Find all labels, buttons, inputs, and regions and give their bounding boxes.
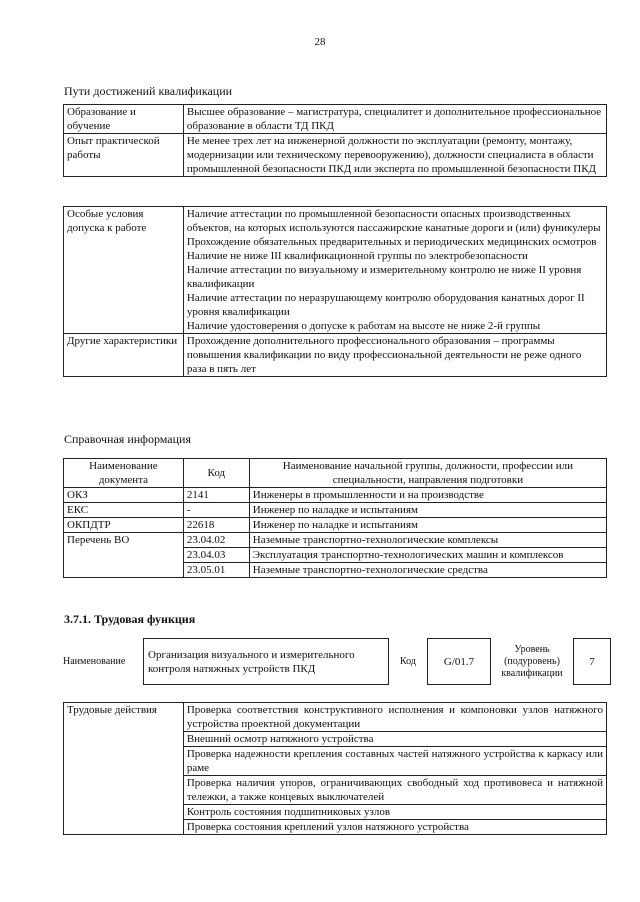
row-label: Образование и обучение [64,105,184,134]
action-item: Внешний осмотр натяжного устройства [183,732,606,747]
labor-function-header [63,638,611,685]
code-box: G/01.7 [428,639,491,685]
row-value [183,207,606,334]
section-heading-reference: Справочная информация [64,432,191,446]
table-cell: Эксплуатация транспортно-технологических машин и комплексов [249,548,606,563]
action-item: Проверка состояния креплений узлов натяжного устройства [183,820,606,835]
condition-item: Наличие не ниже III квалификационной группы по электробезопасности [186,250,528,262]
column-header: Наименование начальной группы, должности, профессии или специальности, направления подготовки [249,459,606,488]
level-box: 7 [574,639,611,685]
table-cell: Наземные транспортно-технологические средства [249,563,606,578]
table-row [64,503,607,518]
row-value: Прохождение дополнительного профессионального образования – программы повышения квалификации по виду профессиональной деятельности не реже одного раза в пять лет [183,334,606,377]
condition-item: Наличие аттестации по неразрушающему контролю оборудования канатных дорог II уровня квалификации [186,292,585,318]
table-cell: Инженер по наладке и испытаниям [249,518,606,533]
condition-item: Наличие аттестации по визуальному и измерительному контролю не ниже II уровня квалификации [186,264,582,290]
qualification-paths-table [63,104,607,177]
table-row [64,488,607,503]
table-cell: 23.04.02 [183,533,249,548]
row-value: Не менее трех лет на инженерной должности по эксплуатации (ремонту, монтажу, модернизации или техническому перевооружению), должности специалиста в области промышленной безопасности ПКД или эксперта по промышленной безопасности ПКД [183,134,606,177]
page-number: 28 [314,36,326,48]
labor-actions-table [63,702,607,835]
table-cell: 22618 [183,518,249,533]
condition-item: Наличие удостоверения о допуске к работам на высоте не ниже 2-й группы [186,320,541,332]
table-row [64,207,607,334]
column-header: Наименование документа [64,459,184,488]
row-label: Другие характеристики [64,334,184,377]
action-item: Проверка соответствия конструктивного исполнения и компоновки узлов натяжного устройства проектной документации [183,703,606,732]
action-item: Проверка наличия упоров, ограничивающих свободный ход противовеса и натяжной тележки, а также концевых выключателей [183,776,606,805]
table-row [64,105,607,134]
column-header: Код [183,459,249,488]
table-row [64,518,607,533]
condition-item: Прохождение обязательных предварительных и периодических медицинских осмотров [186,236,597,248]
table-cell: Инженеры в промышленности и на производстве [249,488,606,503]
reference-table [63,458,607,578]
row-label: Опыт практической работы [64,134,184,177]
table-cell: ОКЗ [64,488,184,503]
name-label: Наименование [63,655,126,667]
table-row [64,533,607,548]
table-cell: 2141 [183,488,249,503]
table-cell: 23.04.03 [183,548,249,563]
row-value: Высшее образование – магистратура, специалитет и дополнительное профессиональное образование в области ТД ПКД [183,105,606,134]
table-cell: Инженер по наладке и испытаниям [249,503,606,518]
table-row [64,703,607,732]
code-label: Код [400,655,416,667]
conditions-table [63,206,607,377]
table-cell: - [183,503,249,518]
table-cell: ЕКС [64,503,184,518]
table-cell: Наземные транспортно-технологические комплексы [249,533,606,548]
table-cell: 23.05.01 [183,563,249,578]
table-row [64,334,607,377]
table-header-row [64,459,607,488]
row-label: Трудовые действия [64,703,184,835]
function-name-box: Организация визуального и измерительного контроля натяжных устройств ПКД [144,639,389,685]
condition-item: Наличие аттестации по промышленной безопасности опасных производственных объектов, на которых используются пассажирские канатные дороги и (или) фуникулеры [186,208,601,234]
table-row [64,134,607,177]
section-heading-paths: Пути достижений квалификации [64,84,233,98]
action-item: Проверка надежности крепления составных частей натяжного устройства к каркасу или раме [183,747,606,776]
row-label: Особые условия допуска к работе [64,207,184,334]
level-label: Уровень (подуровень) квалификации [501,643,563,679]
table-cell: ОКПДТР [64,518,184,533]
labor-function-heading: 3.7.1. Трудовая функция [64,612,196,626]
table-cell: Перечень ВО [64,533,184,578]
action-item: Контроль состояния подшипниковых узлов [183,805,606,820]
